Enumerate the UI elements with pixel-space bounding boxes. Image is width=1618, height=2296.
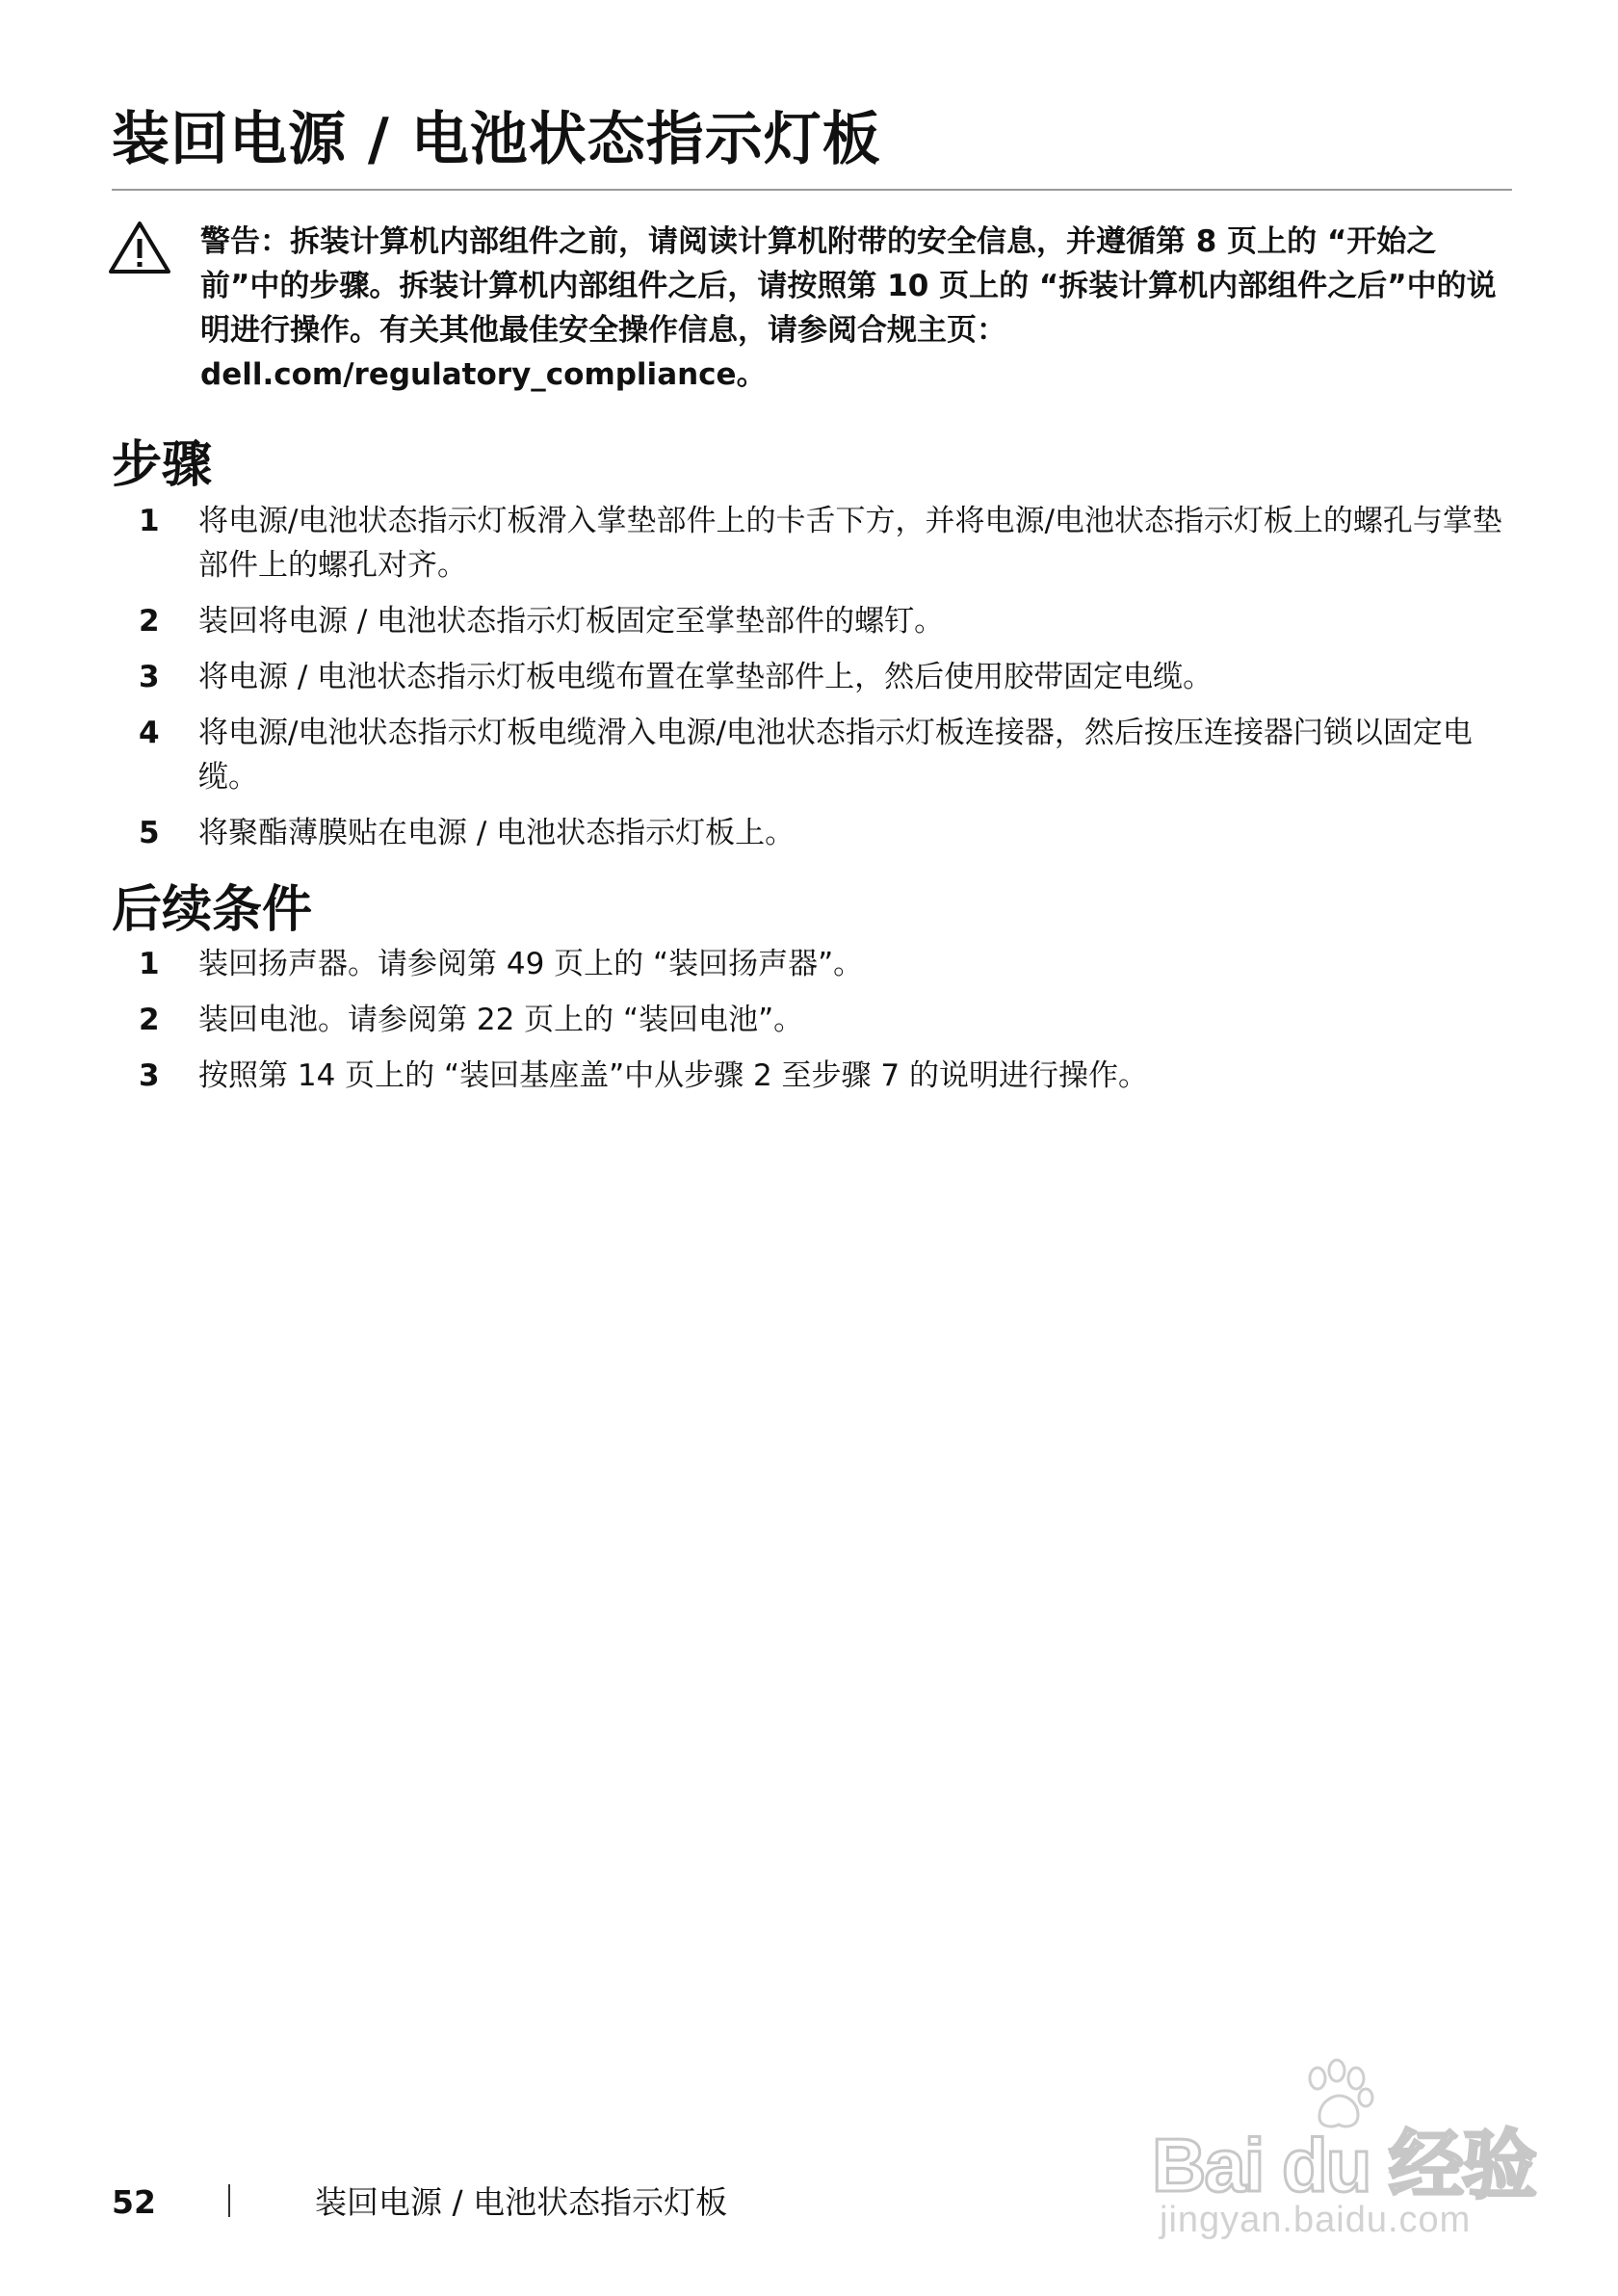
step-text: 装回扬声器。请参阅第 49 页上的 “装回扬声器”。 bbox=[198, 947, 864, 981]
step-text: 装回将电源 / 电池状态指示灯板固定至掌垫部件的螺钉。 bbox=[198, 604, 945, 639]
step-number: 1 bbox=[139, 504, 160, 538]
page-footer bbox=[112, 2179, 727, 2227]
watermark-url: jingyan.baidu.com bbox=[1160, 2200, 1472, 2240]
step-item bbox=[112, 655, 1512, 699]
step-number: 2 bbox=[139, 1003, 160, 1037]
step-number: 3 bbox=[139, 1058, 160, 1093]
step-text: 将电源/电池状态指示灯板滑入掌垫部件上的卡舌下方，并将电源/电池状态指示灯板上的螺孔与掌垫部件上的螺孔对齐。 bbox=[198, 504, 1502, 583]
title-divider bbox=[112, 189, 1512, 191]
step-number: 2 bbox=[139, 604, 160, 639]
step-number: 4 bbox=[139, 716, 160, 750]
step-text: 将电源 / 电池状态指示灯板电缆布置在掌垫部件上，然后使用胶带固定电缆。 bbox=[198, 660, 1214, 694]
step-number: 3 bbox=[139, 660, 160, 694]
step-number: 1 bbox=[139, 947, 160, 981]
steps-list bbox=[112, 499, 1512, 867]
step-item bbox=[112, 811, 1512, 855]
step-text: 将电源/电池状态指示灯板电缆滑入电源/电池状态指示灯板连接器，然后按压连接器闩锁以固定电缆。 bbox=[198, 716, 1473, 795]
page-number: 52 bbox=[112, 2183, 156, 2221]
step-text: 将聚酯薄膜贴在电源 / 电池状态指示灯板上。 bbox=[198, 816, 796, 850]
step-number: 5 bbox=[139, 816, 160, 850]
warning-text: 警告：拆装计算机内部组件之前，请阅读计算机附带的安全信息，并遵循第 8 页上的 “开始之前”中的步骤。拆装计算机内部组件之后，请按照第 10 页上的 “拆装计算机内部组件之后”中的说明进行操作。有关其他最佳安全操作信息，请参阅合规主页：dell.com/regulatory_compliance。 bbox=[200, 224, 1497, 392]
step-item bbox=[112, 599, 1512, 643]
footer-section-title: 装回电源 / 电池状态指示灯板 bbox=[315, 2183, 728, 2221]
steps-heading: 步骤 bbox=[112, 436, 213, 494]
step-item bbox=[112, 499, 1512, 587]
footer-separator bbox=[228, 2184, 230, 2217]
step-text: 装回电池。请参阅第 22 页上的 “装回电池”。 bbox=[198, 1003, 804, 1037]
warning-block bbox=[108, 220, 1514, 397]
watermark-logo: Bai du 经验 bbox=[1152, 2123, 1536, 2207]
warning-triangle-icon bbox=[108, 220, 171, 275]
baidu-watermark bbox=[1152, 2051, 1537, 2254]
post-requisite-item bbox=[112, 1054, 1512, 1098]
post-requisites-heading: 后续条件 bbox=[112, 881, 313, 939]
page-title: 装回电源 / 电池状态指示灯板 bbox=[112, 106, 881, 173]
step-text: 按照第 14 页上的 “装回基座盖”中从步骤 2 至步骤 7 的说明进行操作。 bbox=[198, 1058, 1148, 1093]
step-item bbox=[112, 711, 1512, 799]
post-requisite-item bbox=[112, 998, 1512, 1042]
post-requisites-list bbox=[112, 942, 1512, 1109]
post-requisite-item bbox=[112, 942, 1512, 986]
